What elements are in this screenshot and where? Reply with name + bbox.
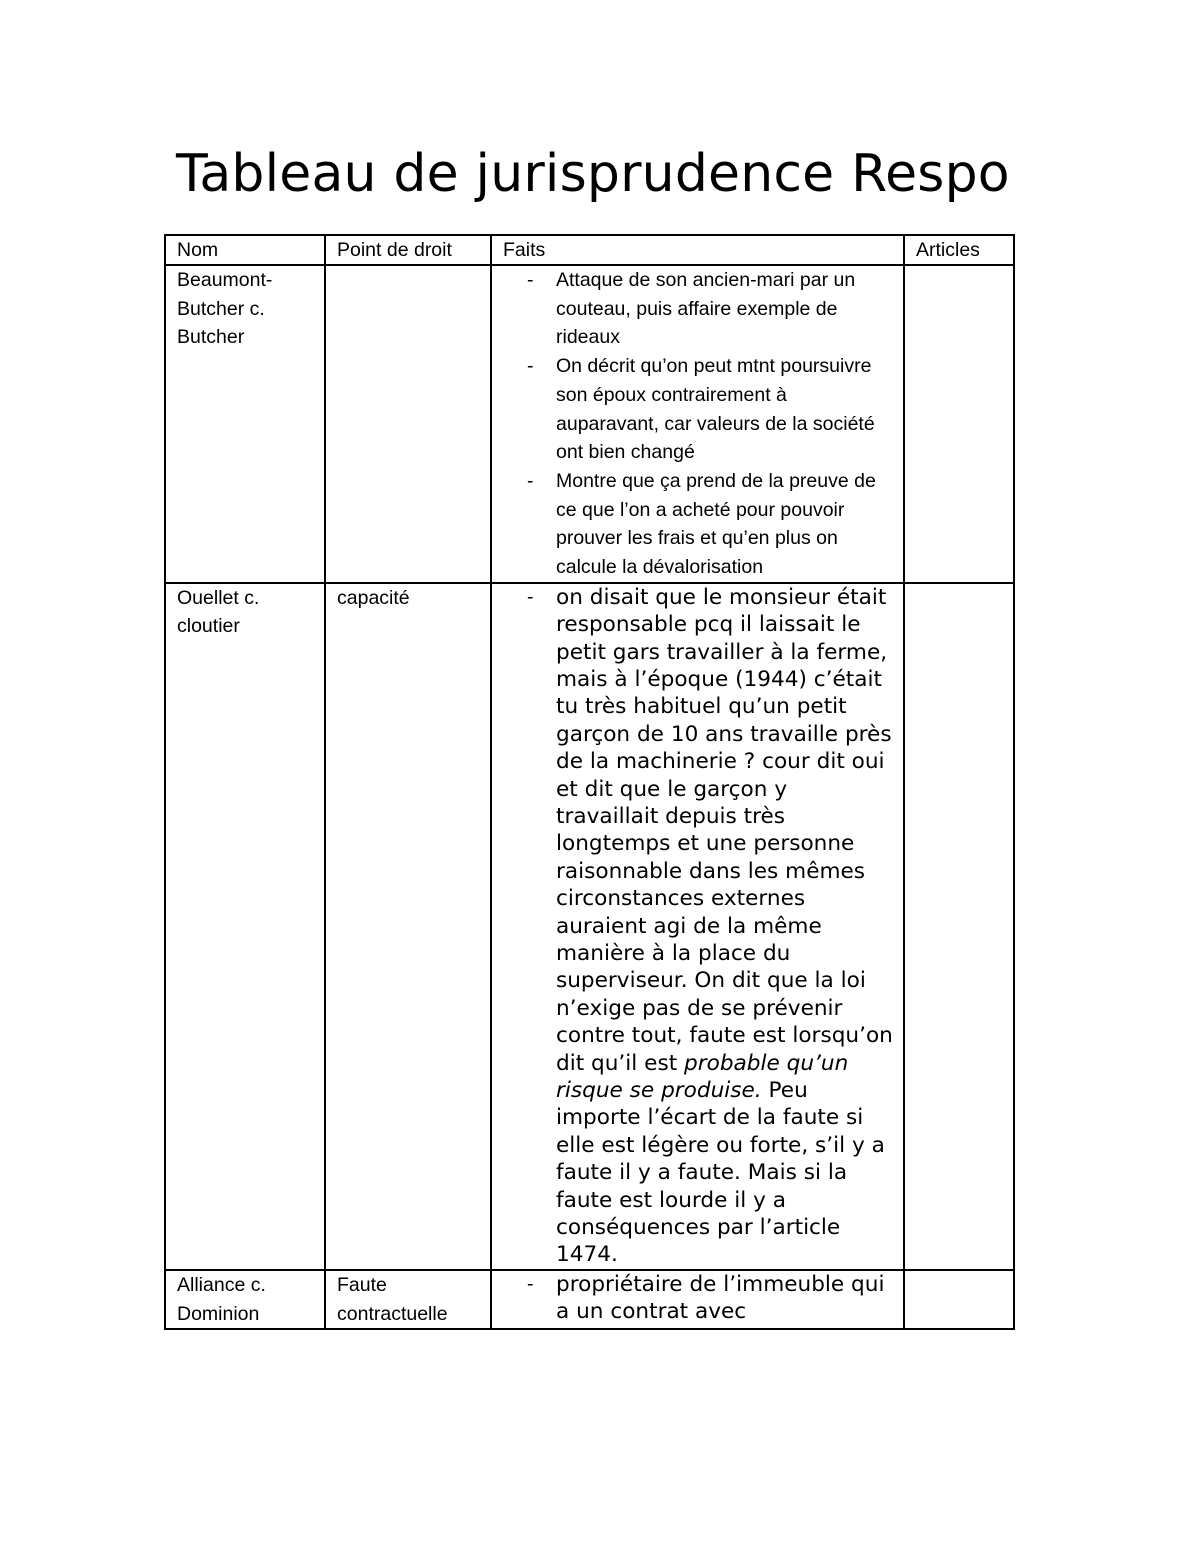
list-item [503, 1271, 893, 1326]
cell-nom: Ouellet c. cloutier [165, 583, 325, 1270]
fait-text: propriétaire de l’immeuble qui a un contrat avec [556, 1271, 885, 1325]
table-row [165, 583, 1014, 1270]
cell-articles [904, 1270, 1014, 1329]
header-nom: Nom [165, 235, 325, 265]
fait-text-italic: probable qu’un risque se produise. [556, 1050, 849, 1104]
cell-faits [491, 265, 904, 583]
header-point-de-droit: Point de droit [325, 235, 491, 265]
fait-text: on disait que le monsieur était responsable pcq il laissait le petit gars travailler à la ferme, mais à l’époque (1944) c’était tu très habituel qu’un petit garçon de 10 ans travaille près de la machinerie ? cour dit oui et dit que le garçon y travaillait depuis très longtemps et une personne raisonnable dans les mêmes circonstances externes auraient agi de la même manière à la place du superviseur. On dit que la loi n’exige pas de se prévenir contre tout, faute est lorsqu’on dit qu’il est [556, 584, 893, 1076]
header-row [165, 235, 1014, 265]
cell-nom: Alliance c. Dominion [165, 1270, 325, 1329]
faits-list [503, 584, 893, 1269]
document-title: Tableau de jurisprudence Respo [176, 144, 1010, 204]
bullet-dash: - [527, 269, 534, 291]
cell-point-de-droit: capacité [325, 583, 491, 1270]
list-item [503, 467, 893, 582]
cell-point-de-droit: Faute contractuelle [325, 1270, 491, 1329]
list-item [503, 352, 893, 467]
jurisprudence-table [164, 234, 1015, 1330]
faits-list [503, 266, 893, 582]
fait-text-continued: Peu importe l’écart de la faute si elle est légère ou forte, s’il y a faute il y a faute. Mais si la faute est lourde il y a conséquences par l’article 1474. [556, 1078, 885, 1268]
bullet-dash: - [527, 355, 534, 378]
bullet-dash: - [527, 469, 534, 492]
cell-articles [904, 265, 1014, 583]
faits-list [503, 1271, 893, 1326]
cell-point-de-droit [325, 265, 491, 583]
cell-faits [491, 1270, 904, 1329]
table-row [165, 265, 1014, 583]
fait-text: Montre que ça prend de la preuve de ce que l’on a acheté pour pouvoir prouver les frais et qu’en plus on calcule la dévalorisation [556, 469, 876, 579]
bullet-dash: - [527, 585, 534, 608]
bullet-dash: - [527, 1272, 534, 1295]
header-articles: Articles [904, 235, 1014, 265]
cell-faits [491, 583, 904, 1270]
fait-text: On décrit qu’on peut mtnt poursuivre son époux contrairement à auparavant, car valeurs de la société ont bien changé [556, 355, 875, 464]
list-item [503, 266, 893, 352]
cell-articles [904, 583, 1014, 1270]
fait-text: Attaque de son ancien-mari par un couteau, puis affaire exemple de rideaux [556, 269, 856, 349]
table-row [165, 1270, 1014, 1329]
cell-nom: Beaumont-Butcher c. Butcher [165, 265, 325, 583]
list-item [503, 584, 893, 1269]
header-faits: Faits [491, 235, 904, 265]
